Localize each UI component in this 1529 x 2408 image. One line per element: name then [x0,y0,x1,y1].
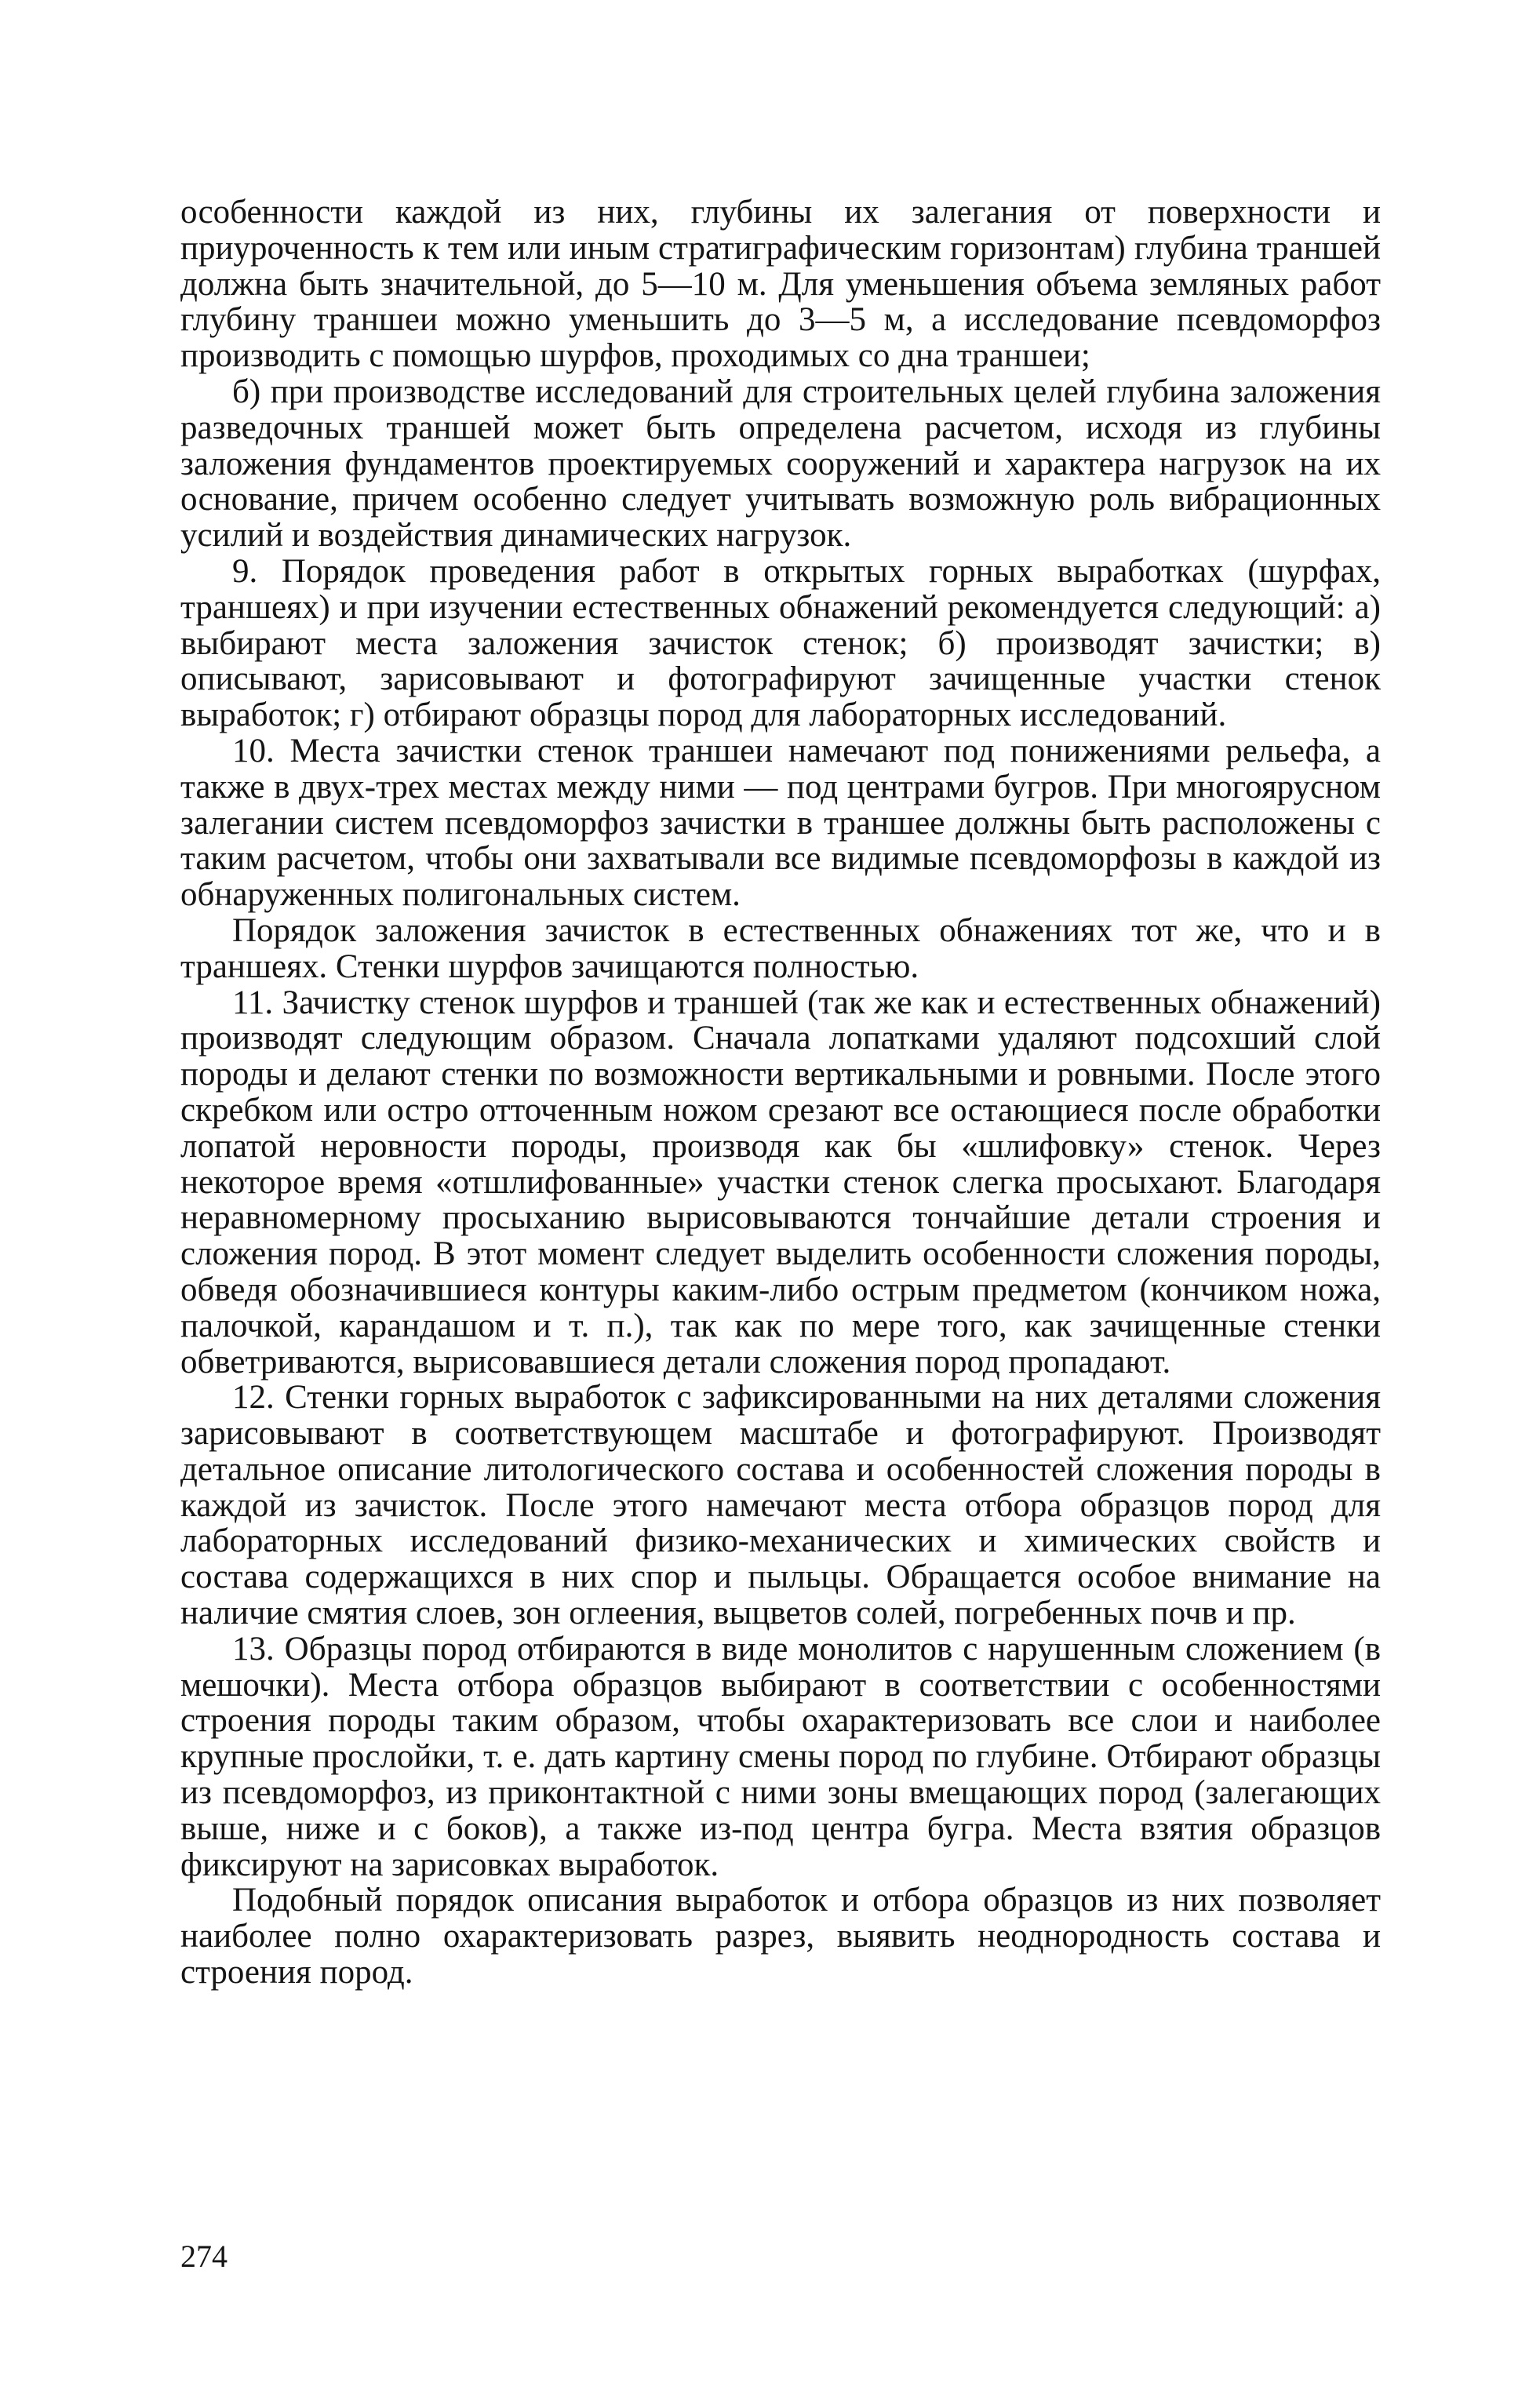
paragraph: 12. Стенки горных выработок с зафиксированными на них деталями сложения зарисовывают в соответствующем масштабе и фотографируют. Производят детальное описание литологического состава и особенностей сложения породы в каждой из зачисток. После этого намечают места отбора образцов пород для лабораторных исследований физико-механических и химических свойств и состава содержащихся в них спор и пыльцы. Обращается особое внимание на наличие смятия слоев, зон оглеения, выцветов солей, погребенных почв и пр. [180,1379,1381,1632]
paragraph: б) при производстве исследований для строительных целей глубина заложения разведочных траншей может быть определена расчетом, исходя из глубины заложения фундаментов проектируемых сооружений и характера нагрузок на их основание, причем особенно следует учитывать возможную роль вибрационных усилий и воздействия динамических нагрузок. [180,373,1381,555]
page-body [180,195,1381,1991]
paragraph: Подобный порядок описания выработок и отбора образцов из них позволяет наиболее полно охарактеризовать разрез, выявить неоднородность состава и строения пород. [180,1882,1381,1992]
page-number: 274 [180,2239,228,2274]
paragraph: 13. Образцы пород отбираются в виде монолитов с нарушенным сложением (в мешочки). Места отбора образцов выбирают в соответствии с особенностями строения породы таким образом, чтобы охарактеризовать все слои и наиболее крупные прослойки, т. е. дать картину смены пород по глубине. Отбирают образцы из псевдоморфоз, из приконтактной с ними зоны вмещающих пород (залегающих выше, ниже и с боков), а также из-под центра бугра. Места взятия образцов фиксируют на зарисовках выработок. [180,1630,1381,1883]
paragraph: особенности каждой из них, глубины их залегания от поверхности и приуроченность к тем или иным стратиграфическим горизонтам) глубина траншей должна быть значительной, до 5—10 м. Для уменьшения объема земляных работ глубину траншеи можно уменьшить до 3—5 м, а исследование псевдоморфоз производить с помощью шурфов, проходимых со дна траншеи; [180,194,1381,375]
paragraph: 9. Порядок проведения работ в открытых горных выработках (шурфах, траншеях) и при изучении естественных обнажений рекомендуется следующий: а) выбирают места заложения зачисток стенок; б) производят зачистки; в) описывают, зарисовывают и фотографируют зачищенные участки стенок выработок; г) отбирают образцы пород для лабораторных исследований. [180,552,1381,734]
paragraph: 10. Места зачистки стенок траншеи намечают под понижениями рельефа, а также в двух-трех местах между ними — под центрами бугров. При многоярусном залегании систем псевдоморфоз зачистки в траншее должны быть расположены с таким расчетом, чтобы они захватывали все видимые псевдоморфозы в каждой из обнаруженных полигональных систем. [180,732,1381,914]
paragraph: Порядок заложения зачисток в естественных обнажениях тот же, что и в траншеях. Стенки шурфов зачищаются полностью. [180,911,1381,985]
paragraph: 11. Зачистку стенок шурфов и траншей (так же как и естественных обнажений) производят следующим образом. Сначала лопатками удаляют подсохший слой породы и делают стенки по возможности вертикальными и ровными. После этого скребком или остро отточенным ножом срезают все остающиеся после обработки лопатой неровности породы, производя как бы «шлифовку» стенок. Через некоторое время «отшлифованные» участки стенок слегка просыхают. Благодаря неравномерному просыханию вырисовываются тончайшие детали строения и сложения пород. В этот момент следует выделить особенности сложения породы, обведя обозначившиеся контуры каким-либо острым предметом (кончиком ножа, палочкой, карандашом и т. п.), так как по мере того, как зачищенные стенки обветриваются, вырисовавшиеся детали сложения пород пропадают. [180,984,1381,1380]
